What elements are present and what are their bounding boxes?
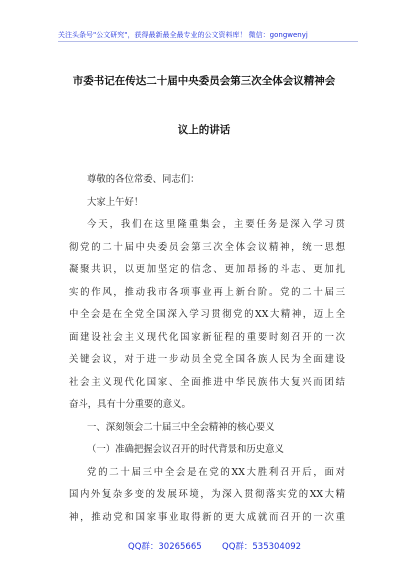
subsection-heading: （一）准确把握会议召开的时代背景和历史意义 xyxy=(87,444,284,455)
document-title-line-2: 议上的讲话 xyxy=(177,124,231,136)
body-line: 中全会是在全党全国深入学习贯彻党的XX大精神，迈上全 xyxy=(69,309,345,320)
body-line: 尊敬的各位常委、同志们： xyxy=(87,174,200,185)
footer-qq-group-2: QQ群：535304092 xyxy=(222,542,302,552)
body-line: 凝聚共识，以更加坚定的信念、更加昂扬的斗志、更加扎 xyxy=(69,264,345,275)
body-line: 神，推动党和国家事业取得新的更大成就而召开的一次重 xyxy=(69,511,345,523)
body-line: 实的作风，推动我市各项事业再上新台阶。党的二十届三 xyxy=(69,286,345,298)
document-title-line-1: 市委书记在传达二十届中央委员会第三次全体会议精神会 xyxy=(72,75,336,87)
body-line: 党的二十届三中全会是在党的XX大胜利召开后，面对 xyxy=(87,466,345,478)
header-rule xyxy=(58,41,358,42)
header-banner: 关注头条号"公文研究"，获得最新最全最专业的公文资料库！ 微信：gongwenyj xyxy=(58,31,308,39)
body-line: 彻党的二十届中央委员会第三次全体会议精神，统一思想 xyxy=(69,241,345,253)
body-line: 奋斗，具有十分重要的意义。 xyxy=(69,399,191,410)
document-body xyxy=(69,172,345,532)
body-line: 国内外复杂多变的发展环境，为深入贯彻落实党的XX大精 xyxy=(69,489,345,500)
body-line: 今天，我们在这里隆重集会，主要任务是深入学习贯 xyxy=(87,219,345,230)
body-line: 关键会议，对于进一步动员全党全国各族人民为全面建设 xyxy=(69,354,345,365)
body-line: 大家上午好！ xyxy=(87,196,144,208)
footer-qq-group-1: QQ群：30265665 xyxy=(128,542,202,552)
body-line: 社会主义现代化国家、全面推进中华民族伟大复兴而团结 xyxy=(69,376,345,388)
body-line: 面建设社会主义现代化国家新征程的重要时刻召开的一次 xyxy=(69,331,345,343)
section-heading: 一、深刻领会二十届三中全会精神的核心要义 xyxy=(87,421,275,433)
